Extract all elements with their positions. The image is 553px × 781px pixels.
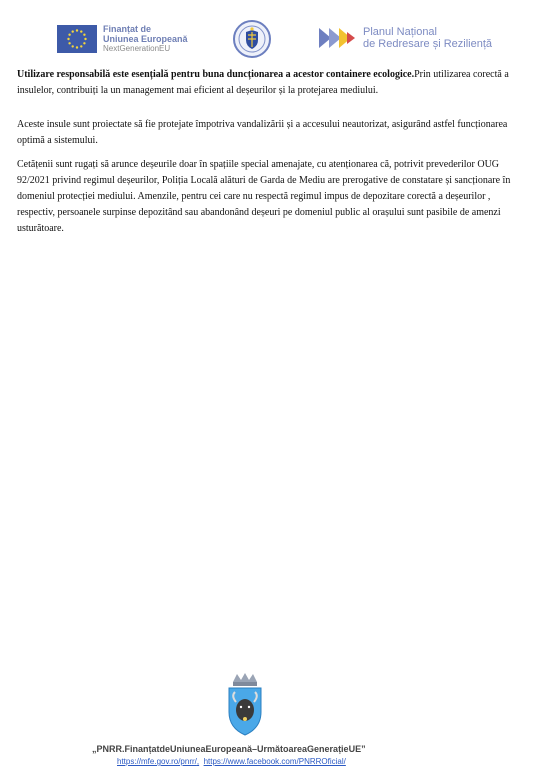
- facebook-pnrr-link[interactable]: https://www.facebook.com/PNRROficial/: [203, 757, 346, 766]
- paragraph-protection: Aceste insule sunt proiectate să fie protejate împotriva vandalizării și a accesului neautorizat, asigurând astfel funcționarea optimă a sistemului.: [17, 119, 508, 146]
- eu-flag-icon: [57, 25, 97, 53]
- mfe-pnrr-link[interactable]: https://mfe.gov.ro/pnrr/: [117, 757, 197, 766]
- footer-links: [117, 757, 346, 766]
- intro-bold-text: Utilizare responsabilă este esențială pentru buna duncționarea a acestor containere ecologice.: [17, 69, 415, 80]
- link-separator: ,: [196, 757, 200, 766]
- intro-text: Prin utilizarea corectă a insulelor, contribuiți la un management mai eficient al deșeurilor și la protejarea mediului.: [17, 69, 509, 96]
- document-body: [17, 67, 517, 237]
- page-header: [0, 0, 553, 62]
- pnrr-logo-line1: Planul Național: [363, 26, 437, 38]
- city-coat-of-arms-icon: [225, 672, 265, 736]
- eu-logo-line3: NextGenerationEU: [103, 44, 171, 53]
- pnrr-logo-line2: de Redresare și Reziliență: [363, 38, 493, 50]
- footer-slogan: „PNRR.FinanțatdeUniuneaEuropeană–UrmătoareaGenerațieUE”: [92, 744, 366, 754]
- pnrr-logo: [317, 26, 492, 50]
- paragraph-fines: Cetățenii sunt rugați să arunce deșeurile doar în spațiile special amenajate, cu atenționarea că, potrivit prevederilor OUG 92/2021 privind regimul deșeurilor, Poliția Locală alături de Garda de Mediu are prerogative de constatare și sancționare în domeniul protecției mediului. Amenzile, pentru cei care nu respectă regimul impus de depozitare corectă a deșeurilor , respectiv, persoanele surpinse depozitând sau abandonând deșeuri pe domeniul public al orașului sunt pasibile de amenzi usturătoare.: [17, 159, 511, 234]
- eu-logo-line2: Uniunea Europeană: [103, 34, 188, 44]
- eu-funding-logo: [57, 24, 188, 54]
- eu-logo-line1: Finanțat de: [103, 24, 152, 34]
- romanian-government-crest-icon: [233, 20, 271, 58]
- paragraph-intro: [17, 67, 517, 99]
- pnrr-mark-icon: [317, 26, 357, 50]
